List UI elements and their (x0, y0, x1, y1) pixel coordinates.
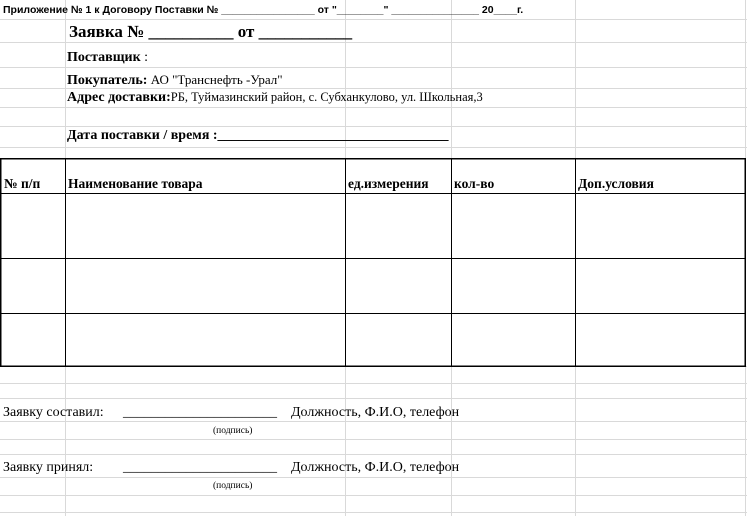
signature-compiled-caption: (подпись) (213, 426, 253, 436)
request-title: Заявка № __________ от ___________ (69, 22, 353, 41)
supplier-label: Поставщик (67, 50, 141, 65)
supplier-value: : (144, 50, 149, 65)
col-header-unit: ед.измерения (348, 176, 429, 191)
address-label: Адрес доставки: (67, 90, 171, 105)
col-header-qty: кол-во (454, 176, 495, 191)
signature-compiled-position: Должность, Ф.И.О, телефон (291, 405, 460, 420)
address-value: РБ, Туймазинский район, с. Субханкулово, ул. Школьная,3 (170, 90, 483, 104)
signature-accepted-caption: (подпись) (213, 481, 253, 491)
col-header-conditions: Доп.условия (578, 176, 654, 191)
signature-compiled-line: ______________________ (123, 405, 277, 420)
col-header-number: № п/п (4, 176, 41, 191)
buyer-label: Покупатель: (67, 73, 148, 88)
delivery-date-row: Дата поставки / время :_________________________________ (67, 128, 449, 143)
table-row (1, 194, 745, 258)
signature-compiled-label: Заявку составил: (3, 405, 104, 420)
table-row (1, 314, 745, 366)
table-row (1, 259, 745, 313)
annex-line: Приложение № 1 к Договору Поставки № ________________ от "________" _______________ 20____г. (3, 4, 524, 16)
signature-accepted-position: Должность, Ф.И.О, телефон (291, 460, 460, 475)
signature-accepted-label: Заявку принял: (3, 460, 94, 475)
buyer-row (67, 73, 283, 88)
supplier-row (67, 51, 148, 65)
signature-accepted-line: ______________________ (123, 460, 277, 475)
address-row (67, 91, 483, 105)
col-header-product: Наименование товара (68, 176, 203, 191)
buyer-value: АО "Транснефть -Урал" (147, 72, 283, 87)
